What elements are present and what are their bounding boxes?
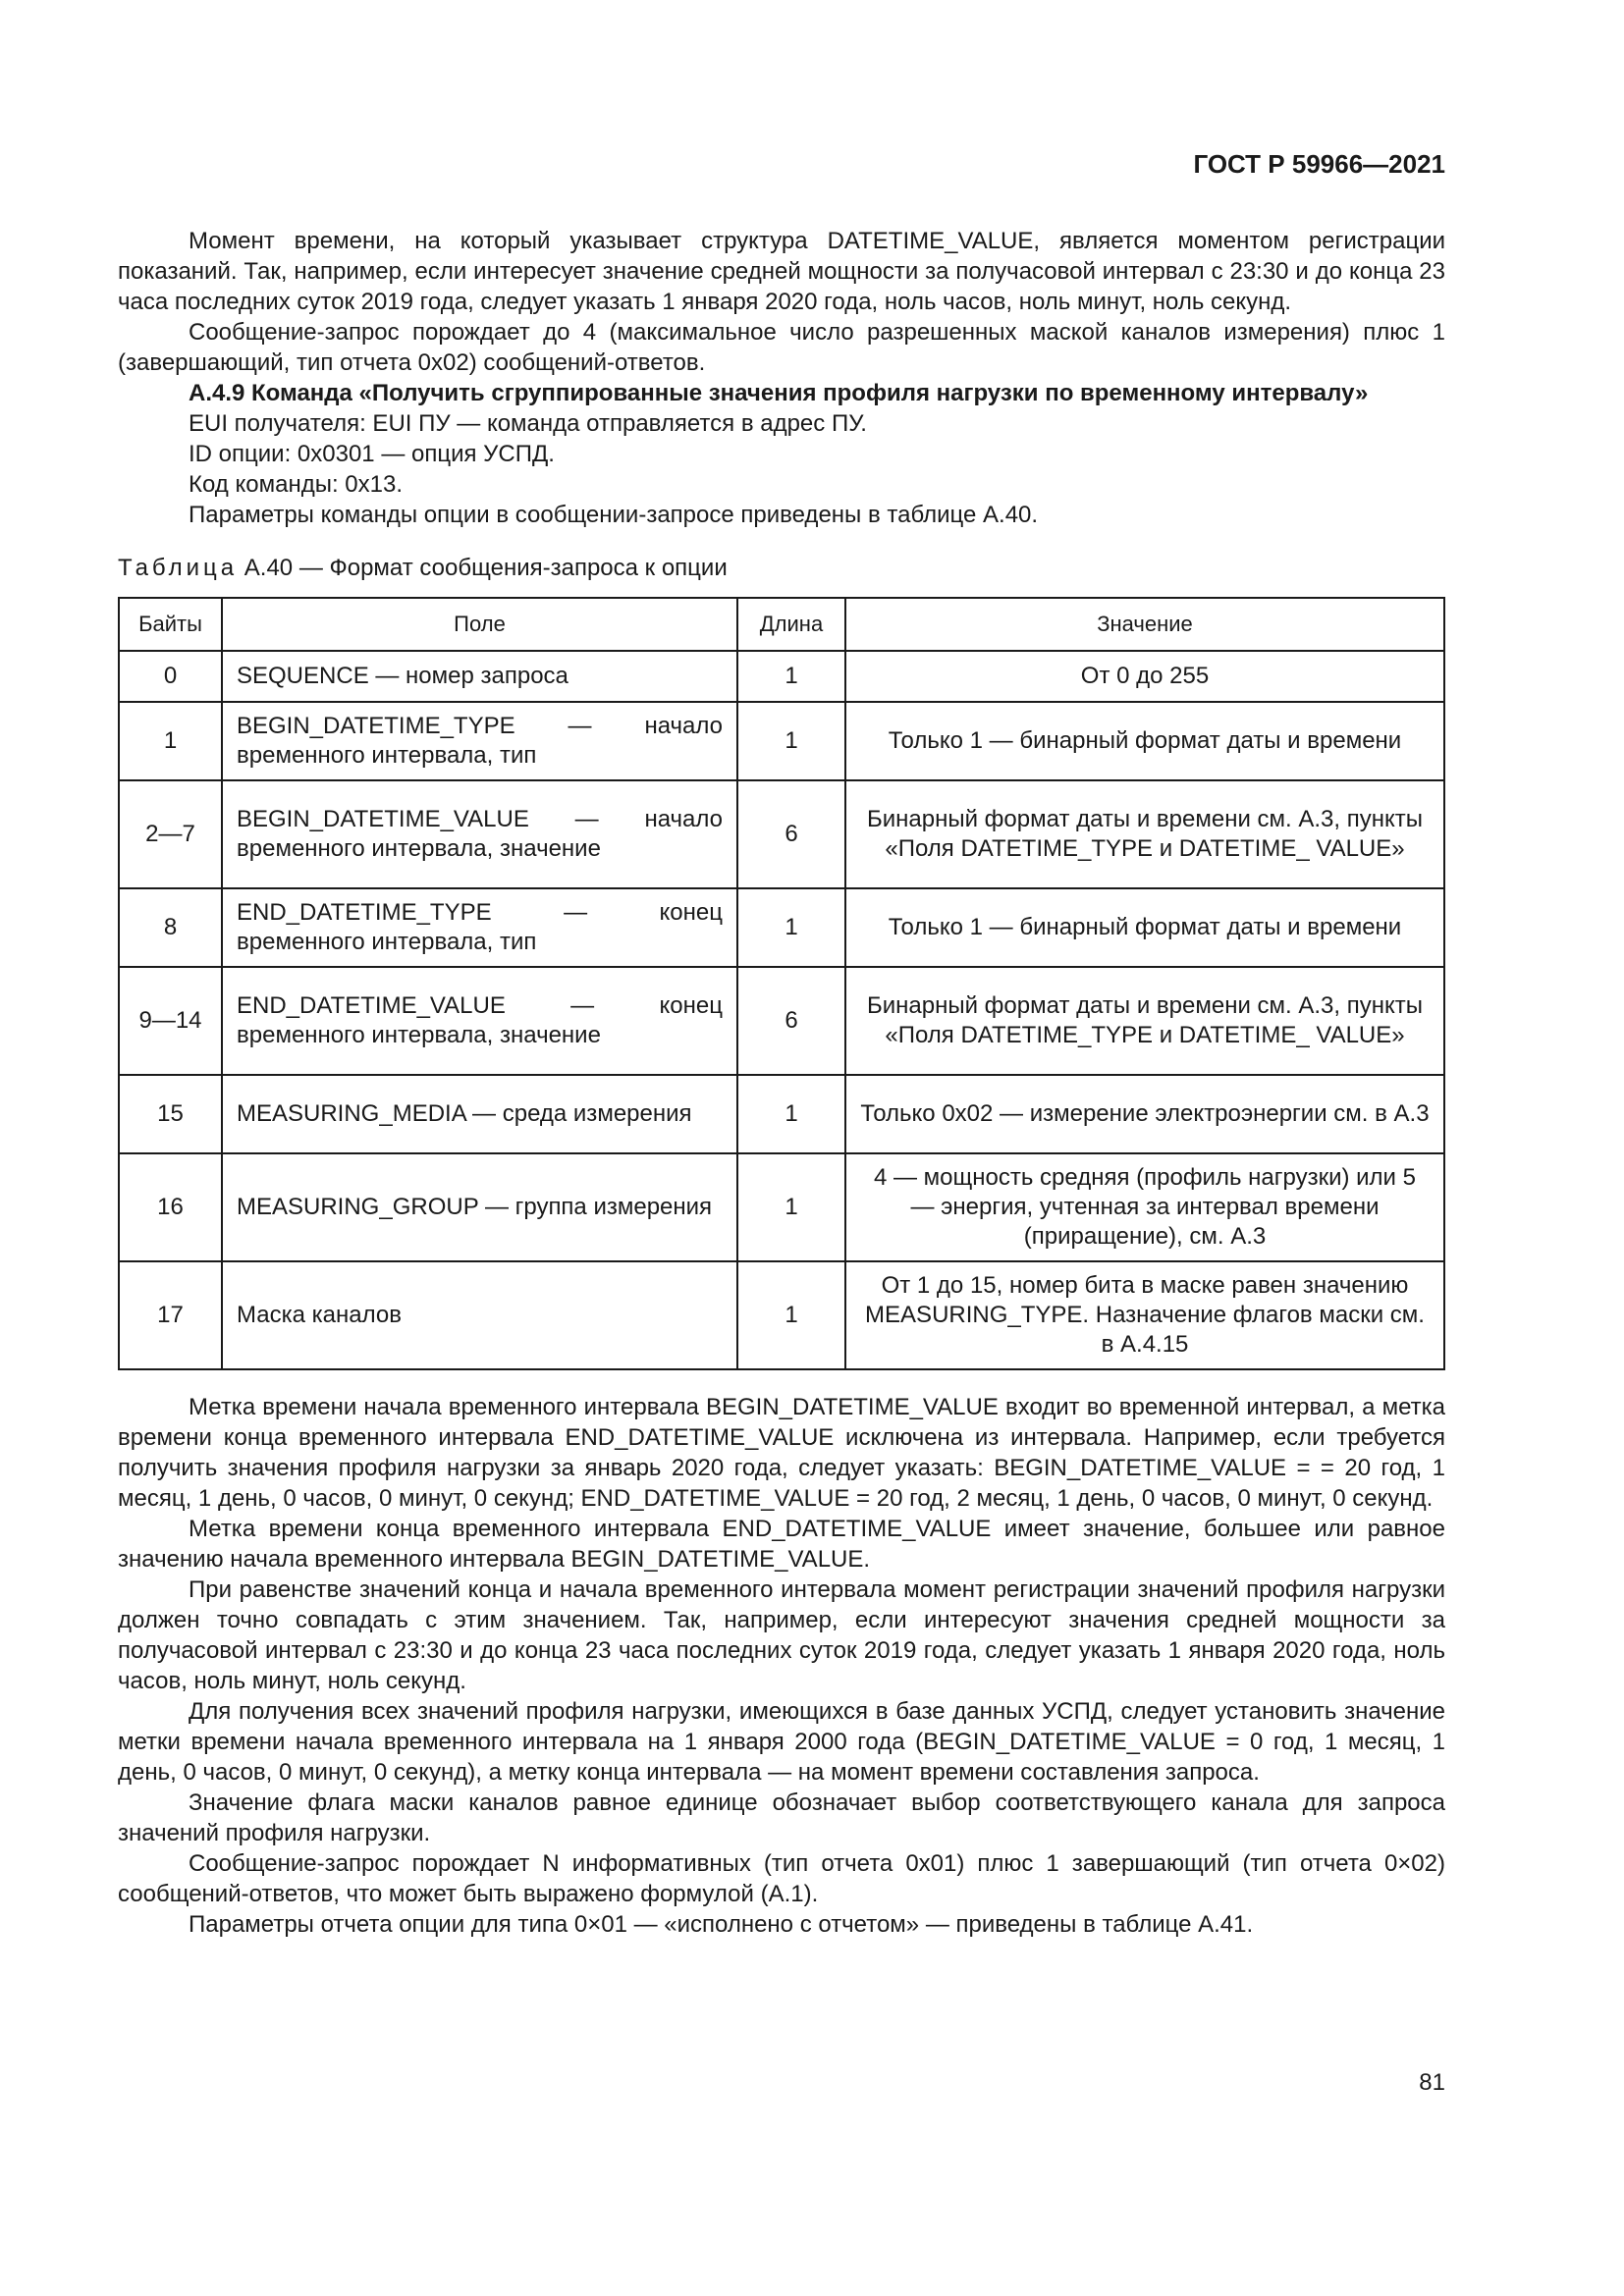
section-line: EUI получателя: EUI ПУ — команда отправляется в адрес ПУ. [189,410,867,437]
cell-value: Только 1 — бинарный формат даты и времени [845,888,1444,967]
cell-bytes: 0 [119,651,222,702]
paragraph: Сообщение-запрос порождает до 4 (максимальное число разрешенных маской каналов измерения) плюс 1 (завершающий, тип отчета 0x02) сообщений-ответов. [118,319,1445,376]
paragraph: Метка времени начала временного интервала BEGIN_DATETIME_VALUE входит во временной интервал, а метка времени конца временного интервала END_DATETIME_VALUE исключена из интервала. Например, если требуется получить значения профиля нагрузки за январь 2020 года, следует указать: BEGIN_DATETIME_VALUE = = 20 год, 1 месяц, 1 день, 0 часов, 0 минут, 0 секунд; END_DATETIME_VALUE = 20 год, 2 месяц, 1 день, 0 часов, 0 минут, 0 секунд. [118,1394,1445,1512]
after-table-text-block [118,1392,1445,1940]
request-format-table [118,597,1445,1370]
cell-length: 1 [737,888,845,967]
cell-value: Только 1 — бинарный формат даты и времени [845,702,1444,780]
cell-length: 1 [737,702,845,780]
cell-value: От 0 до 255 [845,651,1444,702]
cell-field: BEGIN_DATETIME_VALUE — начало временного интервала, значение [222,780,737,888]
table-row [119,702,1444,780]
cell-value: 4 — мощность средняя (профиль нагрузки) или 5 — энергия, учтенная за интервал времени (приращение), см. А.3 [845,1153,1444,1261]
table-row [119,888,1444,967]
section-line: Параметры команды опции в сообщении-запросе приведены в таблице А.40. [189,502,1039,528]
standard-header: ГОСТ Р 59966—2021 [1193,149,1445,179]
page-number: 81 [1419,2069,1445,2096]
table-row [119,780,1444,888]
table-row [119,651,1444,702]
cell-field: MEASURING_MEDIA — среда измерения [222,1075,737,1153]
table-row [119,1261,1444,1369]
cell-field: BEGIN_DATETIME_TYPE — начало временного интервала, тип [222,702,737,780]
table-header-row [119,598,1444,651]
cell-bytes: 2—7 [119,780,222,888]
column-header-bytes: Байты [119,598,222,651]
cell-length: 1 [737,1153,845,1261]
section-line: Код команды: 0x13. [189,471,403,498]
column-header-field: Поле [222,598,737,651]
cell-value: От 1 до 15, номер бита в маске равен значению MEASURING_TYPE. Назначение флагов маски см. в А.4.15 [845,1261,1444,1369]
section-line: ID опции: 0x0301 — опция УСПД. [189,441,555,467]
table-row [119,1075,1444,1153]
cell-bytes: 15 [119,1075,222,1153]
column-header-value: Значение [845,598,1444,651]
paragraph: Сообщение-запрос порождает N информативных (тип отчета 0x01) плюс 1 завершающий (тип отчета 0×02) сообщений-ответов, что может быть выражено формулой (А.1). [118,1850,1445,1907]
paragraph: Для получения всех значений профиля нагрузки, имеющихся в базе данных УСПД, следует установить значение метки времени начала временного интервала на 1 января 2000 года (BEGIN_DATETIME_VALUE = 0 год, 1 месяц, 1 день, 0 часов, 0 минут, 0 секунд), а метку конца интервала — на момент времени составления запроса. [118,1698,1445,1786]
paragraph: При равенстве значений конца и начала временного интервала момент регистрации значений профиля нагрузки должен точно совпадать с этим значением. Так, например, если интересуют значения средней мощности за получасовой интервал с 23:30 и до конца 23 часа последних суток 2019 года, следует указать 1 января 2020 года, ноль часов, ноль минут, ноль секунд. [118,1576,1445,1694]
intro-text-block [118,226,1445,530]
cell-length: 1 [737,651,845,702]
paragraph: Параметры отчета опции для типа 0×01 — «исполнено с отчетом» — приведены в таблице А.41. [189,1911,1254,1938]
cell-field: END_DATETIME_TYPE — конец временного интервала, тип [222,888,737,967]
cell-length: 6 [737,780,845,888]
table-caption [118,555,728,582]
cell-length: 1 [737,1261,845,1369]
cell-value: Бинарный формат даты и времени см. А.3, пункты «Поля DATETIME_TYPE и DATETIME_ VALUE» [845,780,1444,888]
cell-bytes: 17 [119,1261,222,1369]
paragraph: Момент времени, на который указывает структура DATETIME_VALUE, является моментом регистрации показаний. Так, например, если интересует значение средней мощности за получасовой интервал с 23:30 и до конца 23 часа последних суток 2019 года, следует указать 1 января 2020 года, ноль часов, ноль минут, ноль секунд. [118,228,1445,315]
table-caption-prefix: Таблица [118,555,239,581]
cell-bytes: 8 [119,888,222,967]
paragraph: Метка времени конца временного интервала END_DATETIME_VALUE имеет значение, большее или равное значению начала временного интервала BEGIN_DATETIME_VALUE. [118,1516,1445,1573]
paragraph: Значение флага маски каналов равное единице обозначает выбор соответствующего канала для запроса значений профиля нагрузки. [118,1789,1445,1846]
column-header-length: Длина [737,598,845,651]
cell-field: END_DATETIME_VALUE — конец временного интервала, значение [222,967,737,1075]
cell-bytes: 9—14 [119,967,222,1075]
cell-field: MEASURING_GROUP — группа измерения [222,1153,737,1261]
cell-field: SEQUENCE — номер запроса [222,651,737,702]
cell-value: Только 0x02 — измерение электроэнергии см. в А.3 [845,1075,1444,1153]
cell-field: Маска каналов [222,1261,737,1369]
cell-bytes: 1 [119,702,222,780]
cell-bytes: 16 [119,1153,222,1261]
cell-length: 1 [737,1075,845,1153]
table-row [119,967,1444,1075]
table-caption-text: А.40 — Формат сообщения-запроса к опции [244,555,728,581]
table-row [119,1153,1444,1261]
cell-length: 6 [737,967,845,1075]
section-heading: А.4.9 Команда «Получить сгруппированные значения профиля нагрузки по временному интервалу» [189,380,1369,406]
cell-value: Бинарный формат даты и времени см. А.3, пункты «Поля DATETIME_TYPE и DATETIME_ VALUE» [845,967,1444,1075]
